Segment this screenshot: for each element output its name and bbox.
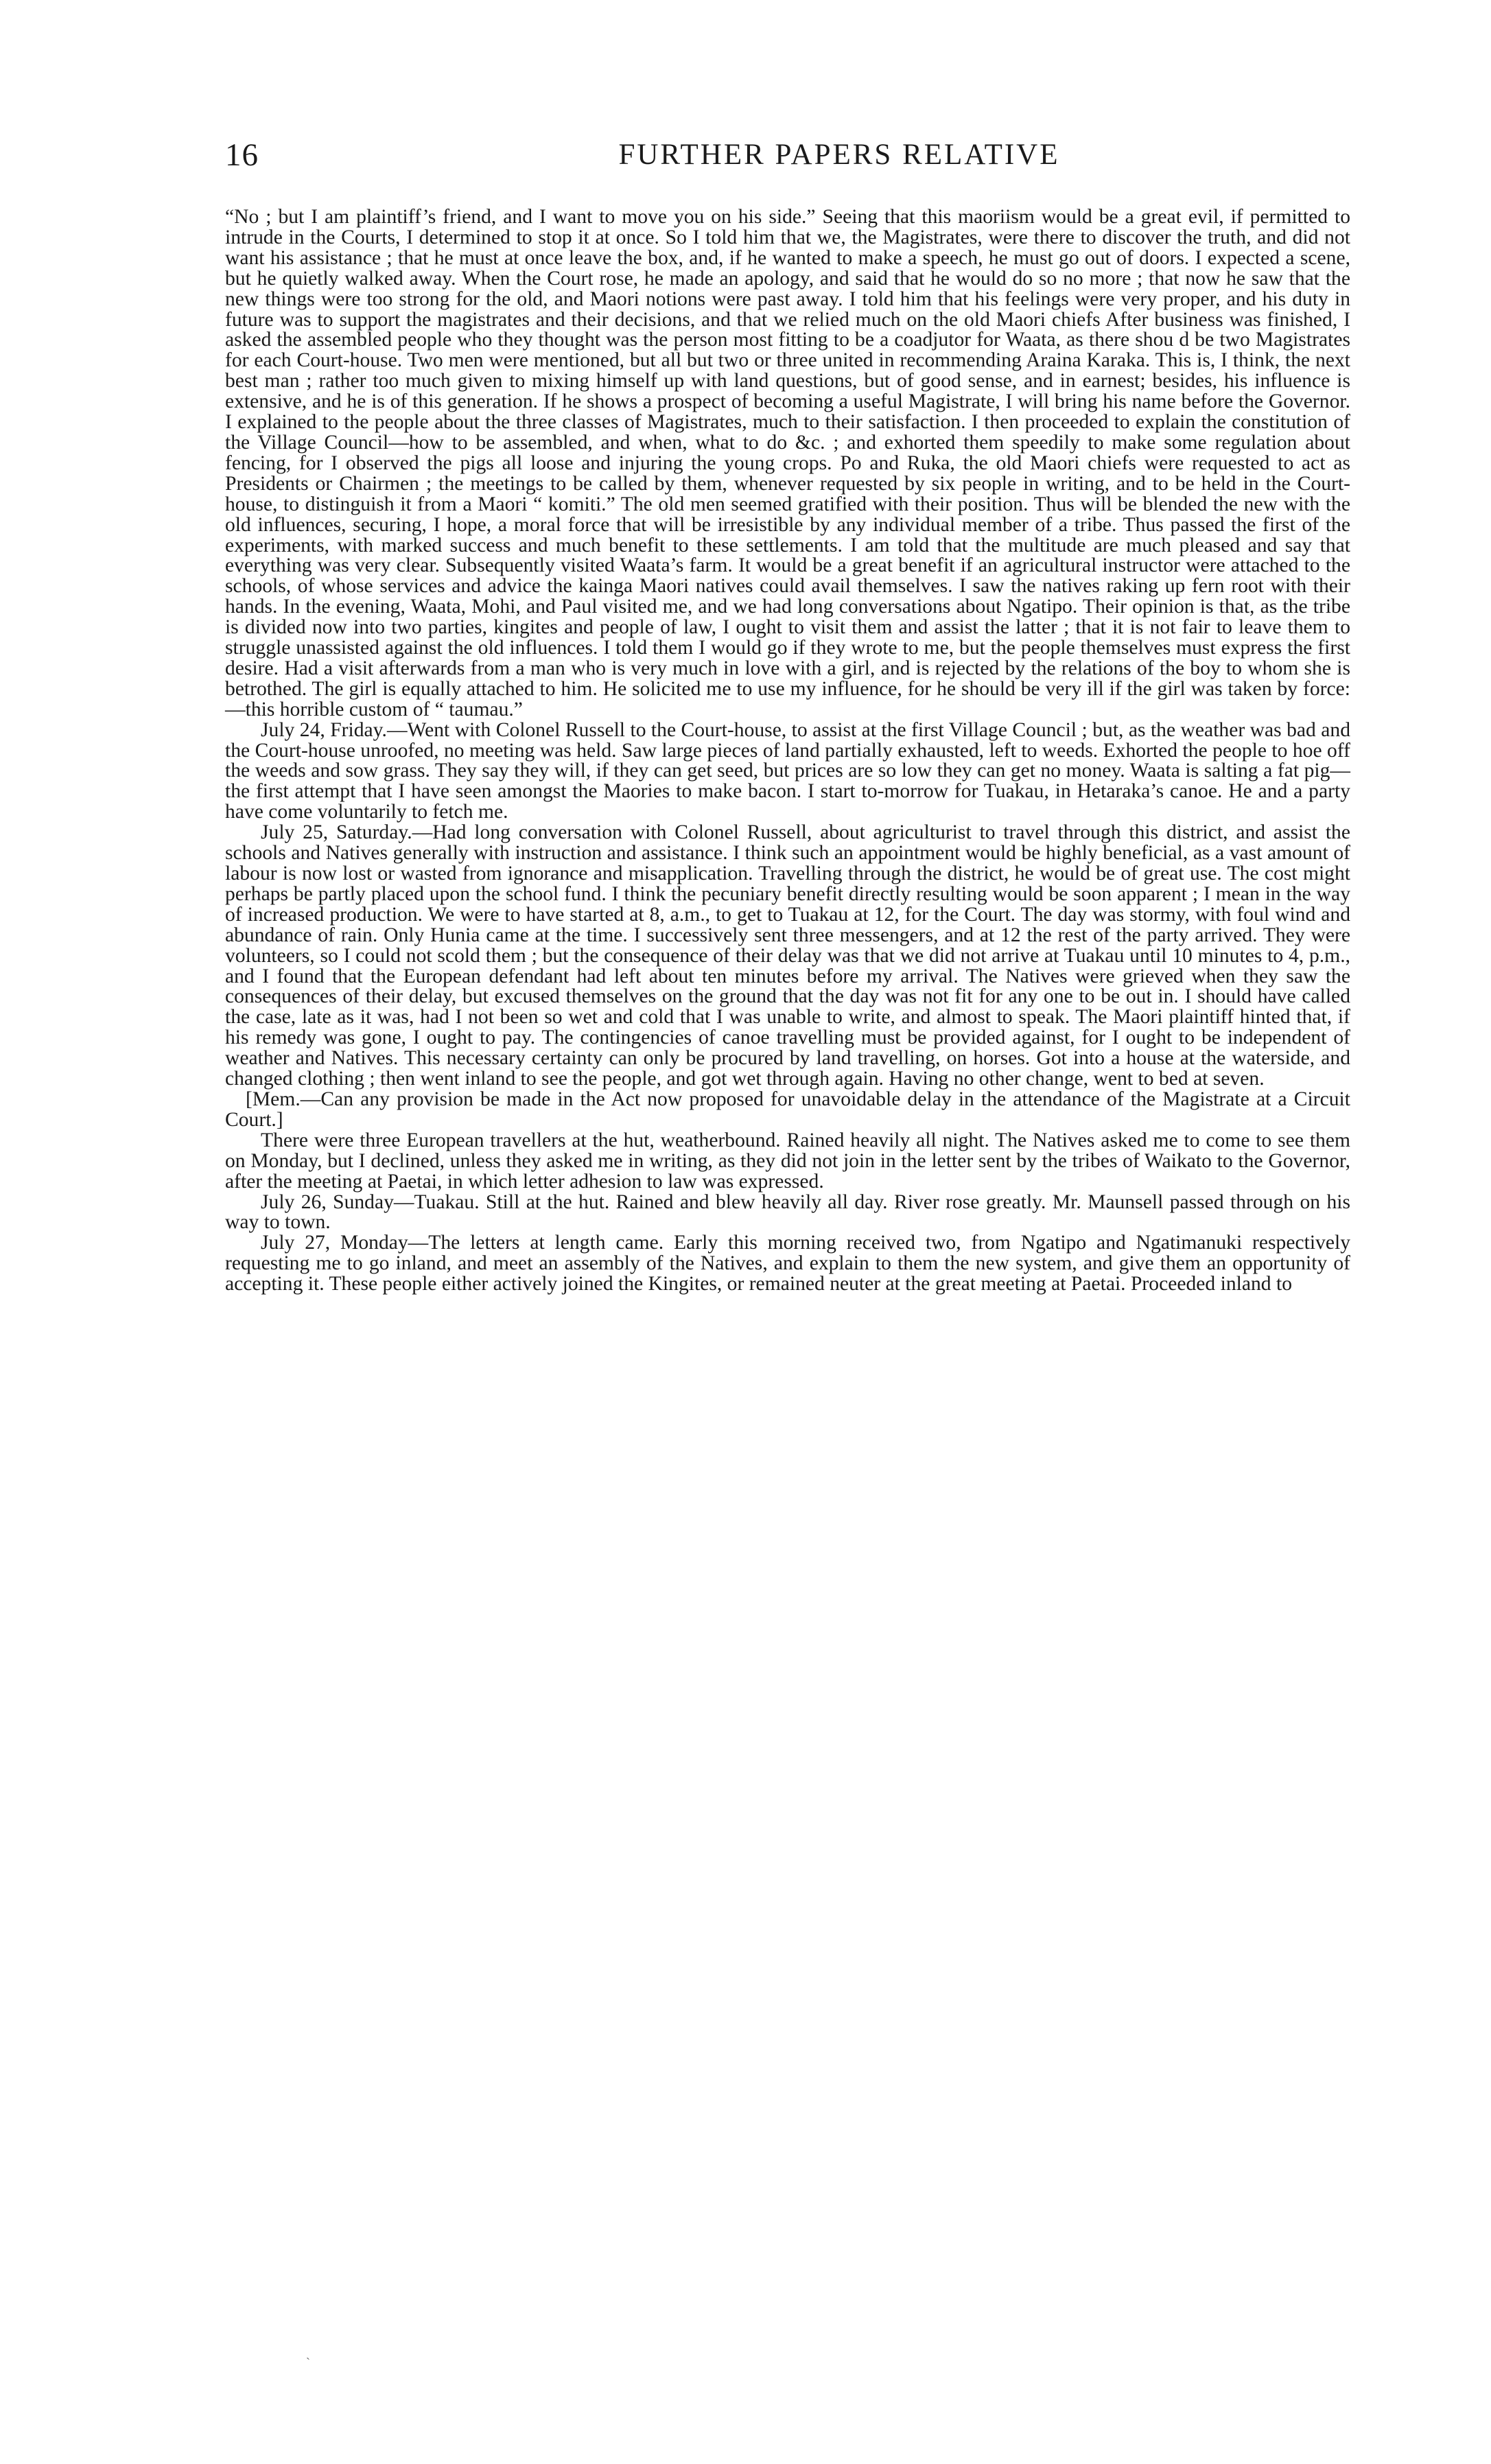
- stray-print-mark: ˏ: [306, 2346, 310, 2360]
- page-number: 16: [225, 137, 259, 173]
- paragraph-memo: [Mem.—Can any provision be made in the Act now proposed for unavoidable delay in the attendance of the Magistrate at a Circuit Court.]: [225, 1088, 1350, 1131]
- body-text: [225, 207, 1350, 1295]
- paragraph-july-25: July 25, Saturday.—Had long conversation with Colonel Russell, about agriculturist to travel through this district, and assist the schools and Natives generally with instruction and assistance. I think such an appointment would be highly beneficial, as a vast amount of labour is now lost or wasted from ignorance and misapplication. Travelling through the district, he would be of great use. The cost might perhaps be partly placed upon the school fund. I think the pecuniary benefit directly resulting would be soon apparent ; I mean in the way of increased production. We were to have started at 8, a.m., to get to Tuakau at 12, for the Court. The day was stormy, with foul wind and abundance of rain. Only Hunia came at the time. I successively sent three messengers, and at 12 the rest of the party arrived. They were volunteers, so I could not scold them ; but the consequence of their delay was that we did not arrive at Tuakau until 10 minutes to 4, p.m., and I found that the European defendant had left about ten minutes before my arrival. The Natives were grieved when they saw the consequences of their delay, but excused themselves on the ground that the day was not fit for any one to be out in. I should have called the case, late as it was, had I not been so wet and cold that I was unable to write, and almost to speak. The Maori plaintiff hinted that, if his remedy was gone, I ought to pay. The contingencies of canoe travelling must be provided against, for I ought to be independent of weather and Natives. This necessary certainty can only be procured by land travelling, on horses. Got into a house at the waterside, and changed clothing ; then went inland to see the people, and got wet through again. Having no other change, went to bed at seven.: [225, 821, 1350, 1090]
- paragraph-july-26: July 26, Sunday—Tuakau. Still at the hut. Rained and blew heavily all day. River rose greatly. Mr. Maunsell passed through on his way to town.: [225, 1190, 1350, 1234]
- running-title: FURTHER PAPERS RELATIVE: [618, 139, 1060, 171]
- paragraph-continuation: “No ; but I am plaintiff’s friend, and I want to move you on his side.” Seeing that this maoriism would be a great evil, if permitted to intrude in the Courts, I determined to stop it at once. So I told him that we, the Magistrates, were there to discover the truth, and did not want his assistance ; that he must at once leave the box, and, if he wanted to make a speech, he must go out of doors. I expected a scene, but he quietly walked away. When the Court rose, he made an apology, and said that he would do so no more ; that now he saw that the new things were too strong for the old, and Maori notions were past away. I told him that his feelings were very proper, and his duty in future was to support the magistrates and their decisions, and that we relied much on the old Maori chiefs After business was finished, I asked the assembled people who they thought was the person most fitting to be a coadjutor for Waata, as there shou d be two Magistrates for each Court-house. Two men were mentioned, but all but two or three united in recommending Araina Karaka. This is, I think, the next best man ; rather too much given to mixing himself up with land questions, but of good sense, and in earnest; besides, his influence is extensive, and he is of this generation. If he shows a prospect of becoming a useful Magistrate, I will bring his name before the Governor. I explained to the people about the three classes of Magistrates, much to their satisfaction. I then proceeded to explain the constitution of the Village Council—how to be assembled, and when, what to do &c. ; and exhorted them speedily to make some regulation about fencing, for I observed the pigs all loose and injuring the young crops. Po and Ruka, the old Maori chiefs were requested to act as Presidents or Chairmen ; the meetings to be called by them, whenever requested by six people in writing, and to be held in the Court-house, to distinguish it from a Maori “ komiti.” The old men seemed gratified with their position. Thus will be blended the new with the old influences, securing, I hope, a moral force that will be irresistible by any individual member of a tribe. Thus passed the first of the experiments, with marked success and much benefit to these settlements. I am told that the multitude are much pleased and say that everything was very clear. Subsequently visited Waata’s farm. It would be a great benefit if an agricultural instructor were attached to the schools, of whose services and advice the kainga Maori natives could avail themselves. I saw the natives raking up fern root with their hands. In the evening, Waata, Mohi, and Paul visited me, and we had long conversations about Ngatipo. Their opinion is that, as the tribe is divided now into two parties, kingites and people of law, I ought to visit them and assist the latter ; that it is not fair to leave them to struggle unassisted against the old influences. I told them I would go if they wrote to me, but the people themselves must express the first desire. Had a visit afterwards from a man who is very much in love with a girl, and is rejected by the relations of the boy to whom she is betrothed. The girl is equally attached to him. He solicited me to use my influence, for he should be very ill if the girl was taken by force:—this horrible custom of “ taumau.”: [225, 206, 1350, 720]
- paragraph-travellers: There were three European travellers at the hut, weatherbound. Rained heavily all night. The Natives asked me to come to see them on Monday, but I declined, unless they asked me in writing, as they did not join in the letter sent by the tribes of Waikato to the Governor, after the meeting at Paetai, in which letter adhesion to law was expressed.: [225, 1129, 1350, 1193]
- paragraph-july-24: July 24, Friday.—Went with Colonel Russell to the Court-house, to assist at the first Village Council ; but, as the weather was bad and the Court-house unroofed, no meeting was held. Saw large pieces of land partially exhausted, left to weeds. Exhorted the people to hoe off the weeds and sow grass. They say they will, if they can get seed, but prices are so low they can get no money. Waata is salting a fat pig—the first attempt that I have seen amongst the Maories to make bacon. I start to-morrow for Tuakau, in Hetaraka’s canoe. He and a party have come voluntarily to fetch me.: [225, 718, 1350, 823]
- page-header: [225, 134, 1350, 183]
- paragraph-july-27: July 27, Monday—The letters at length came. Early this morning received two, from Ngatipo and Ngatimanuki respectively requesting me to go inland, and meet an assembly of the Natives, and explain to them the new system, and give them an opportunity of accepting it. These people either actively joined the Kingites, or remained neuter at the great meeting at Paetai. Proceeded inland to: [225, 1232, 1350, 1295]
